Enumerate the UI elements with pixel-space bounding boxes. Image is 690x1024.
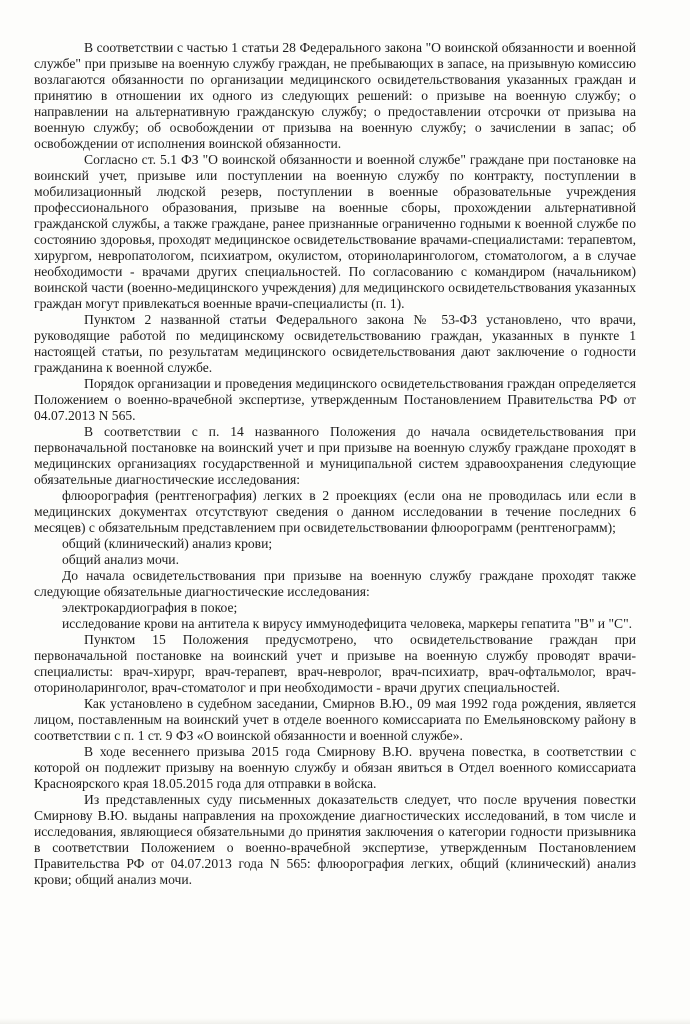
paragraph-point-2: Пунктом 2 названной статьи Федерального закона № 53-ФЗ установлено, что врачи, руководящие работой по медицинскому освидетельствованию граждан, указанных в пункте 1 настоящей статьи, по результатам медицинского освидетельствования дают заключение о годности гражданина к военной службе. [34,312,636,375]
paragraph-point-15: Пунктом 15 Положения предусмотрено, что освидетельствование граждан при первоначальной постановке на воинский учет и призыве на военную службу проводят врачи-специалисты: врач-хирург, врач-терапевт, врач-невролог, врач-психиатр, врач-офтальмолог, врач-оториноларинголог, врач-стоматолог и при необходимости - врачи других специальностей. [34,632,636,695]
page-bottom-edge [0,1018,690,1024]
paragraph-article-28: В соответствии с частью 1 статьи 28 Федерального закона "О воинской обязанности и военной службе" при призыве на военную службу граждан, не пребывающих в запасе, на призывную комиссию возлагаются обязанности по организации медицинского освидетельствования указанных граждан и принятию в отношении их одного из следующих решений: о призыве на военную службу; о направлении на альтернативную гражданскую службу; о предоставлении отсрочки от призыва на военную службу; об освобождении от призыва на военную службу; о зачислении в запас; об освобождении от исполнения воинской обязанности. [34,40,636,151]
paragraph-additional-tests: До начала освидетельствования при призыве на военную службу граждане проходят также следующие обязательные диагностические исследования: [34,568,636,599]
paragraph-procedure: Порядок организации и проведения медицинского освидетельствования граждан определяется Положением о военно-врачебной экспертизе, утвержденным Постановлением Правительства РФ от 04.07.2013 N 565. [34,376,636,423]
list-item-ecg: электрокардиография в покое; [62,600,238,615]
paragraph-evidence: Из представленных суду письменных доказательств следует, что после вручения повестки Смирнову В.Ю. выданы направления на прохождение диагностических исследований, в том числе и исследования, являющиеся обязательными до принятия заключения о категории годности призывника в соответствии Положением о военно-врачебной экспертизе, утвержденным Постановлением Правительства РФ от 04.07.2013 года N 565: флюорография легких, общий (клинический) анализ крови; общий анализ мочи. [34,792,636,887]
list-item-hiv-hepatitis: исследование крови на антитела к вирусу иммунодефицита человека, маркеры гепатита "В" и "С". [62,616,633,631]
list-item-urine-test: общий анализ мочи. [62,552,179,567]
paragraph-spring-draft: В ходе весеннего призыва 2015 года Смирнову В.Ю. вручена повестка, в соответствии с которой он подлежит призыву на военную службу и обязан явиться в Отдел военного комиссариата Красноярского края 18.05.2015 года для отправки в войска. [34,744,636,791]
list-item-blood-test: общий (клинический) анализ крови; [62,536,273,551]
paragraph-court-finding: Как установлено в судебном заседании, Смирнов В.Ю., 09 мая 1992 года рождения, является лицом, поставленным на воинский учет в отделе военного комиссариата по Емельяновскому району в соответствии с п. 1 ст. 9 ФЗ «О воинской обязанности и военной службе». [34,696,636,743]
paragraph-point-14: В соответствии с п. 14 названного Положения до начала освидетельствования при первоначальной постановке на воинский учет и при призыве на военную службу граждане проходят в медицинских организациях государственной и муниципальной систем здравоохранения следующие обязательные диагностические исследования: [34,424,636,487]
list-item-fluorography: флюорография (рентгенография) легких в 2 проекциях (если она не проводилась или если в медицинских документах отсутствуют сведения о данном исследовании в течение последних 6 месяцев) с обязательным представлением при освидетельствовании флюорограмм (рентгенограмм); [34,488,636,535]
paragraph-article-5-1: Согласно ст. 5.1 ФЗ "О воинской обязанности и военной службе" граждане при постановке на воинский учет, призыве или поступлении на военную службу по контракту, поступлении в мобилизационный людской резерв, поступлении в военные образовательные учреждения профессионального образования, призыве на военные сборы, прохождении альтернативной гражданской службы, а также граждане, ранее признанные ограниченно годными к военной службе по состоянию здоровья, проходят медицинское освидетельствование врачами-специалистами: терапевтом, хирургом, невропатологом, психиатром, окулистом, оториноларингологом, стоматологом, а в случае необходимости - врачами других специальностей. По согласованию с командиром (начальником) воинской части (военно-медицинского учреждения) для медицинского освидетельствования указанных граждан могут привлекаться военные врачи-специалисты (п. 1). [34,152,636,311]
document-body [34,40,636,888]
